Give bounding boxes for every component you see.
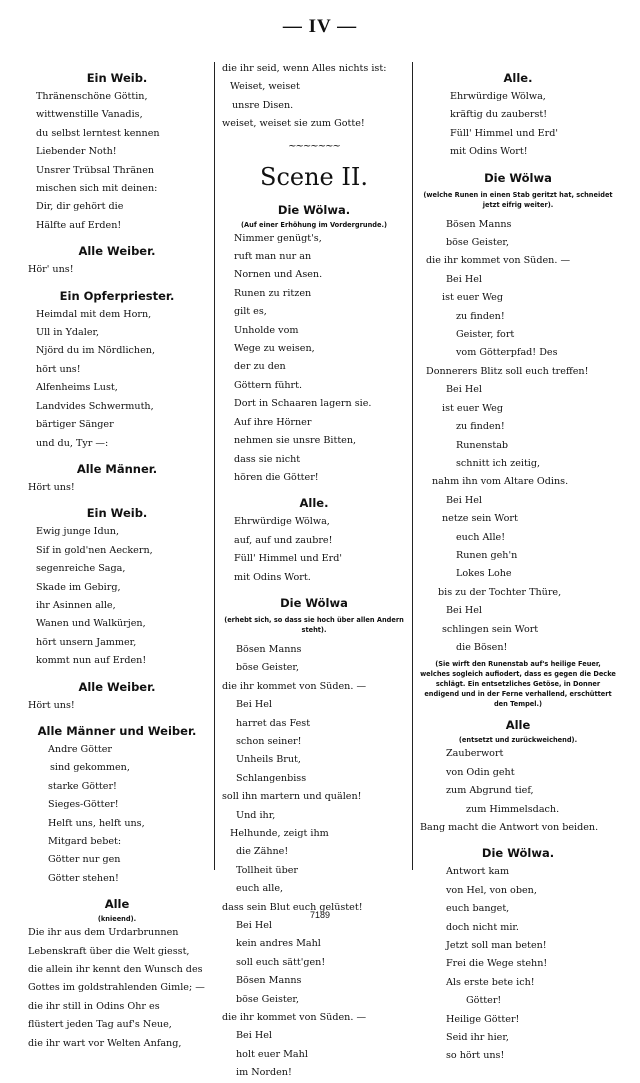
verse-line: mit Odins Wort.	[234, 571, 311, 583]
scene-title: Scene II.	[260, 162, 368, 191]
stage-direction: (entsetzt und zurückweichend).	[458, 736, 578, 745]
verse-line: Alfenheims Lust,	[36, 382, 118, 394]
verse-line: du selbst lerntest kennen	[36, 127, 160, 139]
verse-line: Zauberwort	[446, 748, 504, 760]
verse-line: Skade im Gebirg,	[36, 581, 121, 593]
verse-line: die ihr wart vor Welten Anfang,	[28, 1037, 182, 1049]
verse-line: Und ihr,	[236, 809, 276, 821]
verse-line: soll euch sätt'gen!	[236, 956, 326, 968]
verse-line: Runen zu ritzen	[234, 287, 312, 299]
verse-line: Seid ihr hier,	[446, 1032, 509, 1044]
verse-line: die Zähne!	[236, 846, 289, 858]
verse-line: Helhunde, zeigt ihm	[230, 828, 329, 839]
column-middle	[222, 60, 406, 1083]
verse-line: Hört uns!	[28, 699, 75, 711]
stage-direction: (knieend).	[97, 915, 137, 924]
verse-line: Runenstab	[456, 439, 509, 451]
verse-line: harret das Fest	[236, 717, 311, 729]
verse-line: Mitgard bebet:	[48, 836, 122, 847]
verse-line: mischen sich mit deinen:	[36, 183, 158, 195]
verse-line: euch banget,	[446, 903, 510, 915]
verse-line: kein andres Mahl	[236, 938, 321, 950]
verse-line: die ihr still in Odins Ohr es	[28, 1000, 160, 1012]
verse-line: Bösen Manns	[236, 643, 302, 655]
verse-line: von Odin geht	[446, 766, 515, 778]
speaker-heading: Ein Weib.	[86, 506, 148, 521]
verse-line: Ehrwürdige Wölwa,	[234, 516, 330, 528]
verse-line: mit Odins Wort!	[450, 146, 528, 158]
verse-line: und du, Tyr —:	[36, 437, 109, 449]
verse-line: Unholde vom	[234, 324, 299, 336]
verse-line: Bei Hel	[446, 494, 482, 506]
verse-line: Nimmer genügt's,	[234, 232, 322, 244]
verse-line: Ewig junge Idun,	[36, 526, 120, 538]
verse-line: Bei Hel	[236, 699, 272, 711]
page-code: 7189	[309, 910, 331, 920]
verse-line: Bei Hel	[236, 1030, 272, 1042]
verse-line: hört unsern Jammer,	[36, 636, 137, 648]
verse-line: die Bösen!	[456, 641, 508, 653]
verse-line: der zu den	[234, 361, 286, 373]
speaker-heading: Alle.	[503, 71, 533, 85]
verse-line: nahm ihn vom Altare Odins.	[432, 476, 569, 488]
verse-line: Helft uns, helft uns,	[48, 817, 145, 829]
speaker-heading: Alle Männer.	[76, 461, 158, 476]
verse-line: die ihr kommet von Süden. —	[222, 1012, 367, 1024]
verse-line: hört uns!	[36, 363, 81, 375]
verse-line: Heilige Götter!	[446, 1013, 520, 1025]
verse-line: Schlangenbiss	[236, 772, 307, 784]
verse-line: schlingen sein Wort	[442, 623, 539, 635]
verse-line: Bei Hel	[236, 920, 272, 932]
verse-line: gilt es,	[234, 306, 267, 318]
speaker-heading: Die Wölwa.	[277, 202, 351, 217]
verse-line: netze sein Wort	[442, 513, 518, 525]
speaker-heading: Die Wölwa	[484, 170, 552, 185]
speaker-heading: Alle.	[299, 496, 329, 511]
column-left	[28, 62, 206, 1053]
stage-direction: (Auf einer Erhöhung im Vordergrunde.)	[241, 220, 387, 229]
verse-line: Jetzt soll man beten!	[446, 940, 547, 952]
verse-line: flüstert jeden Tag auf's Neue,	[28, 1019, 172, 1031]
verse-line: Hör' uns!	[28, 264, 74, 276]
verse-line: starke Götter!	[48, 780, 117, 792]
verse-line: Göttern führt.	[234, 379, 303, 391]
verse-line: Geister, fort	[456, 329, 515, 341]
verse-line: Antwort kam	[446, 866, 510, 878]
verse-line: Füll' Himmel und Erd'	[450, 127, 558, 139]
verse-line: segenreiche Saga,	[36, 563, 126, 575]
verse-line: vom Götterpfad! Des	[456, 347, 558, 359]
page-number: — IV —	[282, 16, 358, 37]
stage-direction: (welche Runen in einen Stab geritzt hat, schneidet jetzt eifrig weiter).	[423, 190, 613, 209]
verse-line: dass sein Blut euch gelüstet!	[222, 901, 363, 913]
ornament-divider: ~~~~~~~	[288, 140, 340, 152]
verse-line: Hört uns!	[28, 481, 75, 493]
verse-line: Andre Götter	[48, 743, 112, 755]
verse-line: wittwenstille Vanadis,	[36, 109, 143, 121]
verse-line: Frei die Wege stehn!	[446, 958, 548, 970]
verse-line: Weiset, weiset	[230, 81, 300, 93]
verse-line: zu finden!	[456, 421, 505, 433]
speaker-heading: Ein Opferpriester.	[59, 288, 175, 303]
verse-line: Dort in Schaaren lagern sie.	[234, 398, 372, 410]
verse-line: ihr Asinnen alle,	[36, 599, 116, 611]
speaker-heading: Die Wölwa	[280, 595, 348, 610]
verse-line: schon seiner!	[236, 735, 302, 747]
speaker-heading: Alle Männer und Weiber.	[37, 723, 197, 738]
verse-line: Götter stehen!	[48, 872, 119, 884]
verse-line: Füll' Himmel und Erd'	[234, 553, 342, 565]
verse-line: Unheils Brut,	[236, 754, 301, 766]
verse-line: bis zu der Tochter Thüre,	[438, 586, 562, 598]
verse-line: Sieges-Götter!	[48, 799, 119, 811]
verse-line: schnitt ich zeitig,	[456, 457, 541, 469]
verse-line: auf, auf und zaubre!	[234, 534, 333, 546]
verse-line: holt euer Mahl	[236, 1048, 308, 1060]
verse-line: Heimdal mit dem Horn,	[36, 308, 152, 320]
verse-line: die allein ihr kennt den Wunsch des	[28, 964, 203, 976]
verse-line: ist euer Weg	[442, 402, 503, 414]
verse-line: die ihr seid, wenn Alles nichts ist:	[222, 63, 387, 74]
verse-line: Bösen Manns	[236, 975, 302, 987]
verse-line: zum Himmelsdach.	[466, 803, 560, 815]
verse-line: zu finden!	[456, 310, 505, 322]
verse-line: Hälfte auf Erden!	[36, 219, 122, 231]
verse-line: euch alle,	[236, 883, 284, 895]
verse-line: von Hel, von oben,	[446, 884, 537, 896]
verse-line: Wege zu weisen,	[234, 343, 315, 355]
verse-line: nehmen sie unsre Bitten,	[234, 435, 357, 447]
verse-line: weiset, weiset sie zum Gotte!	[222, 118, 365, 130]
verse-line: kommt nun auf Erden!	[36, 655, 147, 667]
verse-line: dass sie nicht	[234, 453, 301, 465]
stage-direction: (erhebt sich, so dass sie hoch über allen Andern steht).	[224, 615, 404, 634]
verse-line: böse Geister,	[236, 662, 300, 674]
speaker-heading: Alle	[104, 897, 130, 912]
verse-line: Lokes Lohe	[456, 568, 512, 580]
verse-line: die ihr kommet von Süden. —	[426, 255, 571, 267]
verse-line: hören die Götter!	[234, 471, 319, 483]
verse-line: Götter nur gen	[48, 854, 121, 866]
verse-line: Runen geh'n	[456, 549, 518, 561]
verse-line: sind gekommen,	[50, 762, 130, 774]
verse-line: Dir, dir gehört die	[36, 201, 124, 213]
verse-line: böse Geister,	[446, 237, 510, 249]
verse-line: doch nicht mir.	[446, 921, 519, 933]
verse-line: im Norden!	[236, 1067, 292, 1079]
speaker-heading: Alle Weiber.	[78, 679, 156, 694]
verse-line: Auf ihre Hörner	[234, 416, 312, 428]
verse-line: böse Geister,	[236, 993, 300, 1005]
verse-line: Ehrwürdige Wölwa,	[450, 91, 546, 102]
verse-line: Gottes im goldstrahlenden Gimle; —	[28, 982, 205, 994]
verse-line: Sif in gold'nen Aeckern,	[36, 544, 153, 556]
verse-line: ruft man nur an	[234, 251, 312, 263]
verse-line: Landvides Schwermuth,	[36, 400, 154, 412]
verse-line: ist euer Weg	[442, 292, 503, 304]
verse-line: Bei Hel	[446, 605, 482, 617]
column-divider	[412, 62, 413, 870]
verse-line: Thränenschöne Göttin,	[36, 91, 148, 102]
speaker-heading: Ein Weib.	[86, 71, 148, 85]
verse-line: Liebender Noth!	[36, 146, 117, 158]
verse-line: Wanen und Walkürjen,	[36, 618, 146, 630]
verse-line: Ull in Ydaler,	[36, 327, 100, 339]
verse-line: zum Abgrund tief,	[446, 785, 534, 797]
verse-line: bärtiger Sänger	[36, 419, 114, 431]
verse-line: Lebenskraft über die Welt giesst,	[28, 945, 190, 957]
verse-line: so hört uns!	[446, 1050, 505, 1062]
verse-line: Die ihr aus dem Urdarbrunnen	[28, 927, 179, 939]
verse-line: soll ihn martern und quälen!	[222, 791, 362, 803]
column-divider	[214, 62, 215, 870]
verse-line: Bei Hel	[446, 384, 482, 396]
verse-line: die ihr kommet von Süden. —	[222, 680, 367, 692]
stage-direction: (Sie wirft den Runenstab auf's heilige Feuer, welches sogleich aufiodert, dass es gegen die Decke schlägt. Ein entsetzliches Getöse, in Donner endigend und in der Ferne verhallend, erschüttert den Tempel.)	[420, 660, 616, 709]
verse-line: unsre Disen.	[232, 99, 294, 111]
verse-line: Bösen Manns	[446, 218, 512, 230]
verse-line: Tollheit über	[236, 864, 298, 876]
verse-line: Donnerers Blitz soll euch treffen!	[426, 365, 589, 377]
verse-line: Als erste bete ich!	[446, 976, 535, 988]
speaker-heading: Alle	[505, 718, 531, 733]
speaker-heading: Die Wölwa.	[481, 846, 555, 861]
verse-line: Bei Hel	[446, 273, 482, 285]
verse-line: Bang macht die Antwort von beiden.	[420, 822, 599, 833]
verse-line: kräftig du zauberst!	[450, 109, 548, 121]
verse-line: euch Alle!	[456, 531, 506, 543]
speaker-heading: Alle Weiber.	[78, 244, 156, 259]
verse-line: Götter!	[466, 995, 502, 1007]
verse-line: Njörd du im Nördlichen,	[36, 345, 155, 357]
verse-line: Unsrer Trübsal Thränen	[36, 164, 155, 176]
verse-line: Nornen und Asen.	[234, 269, 323, 281]
